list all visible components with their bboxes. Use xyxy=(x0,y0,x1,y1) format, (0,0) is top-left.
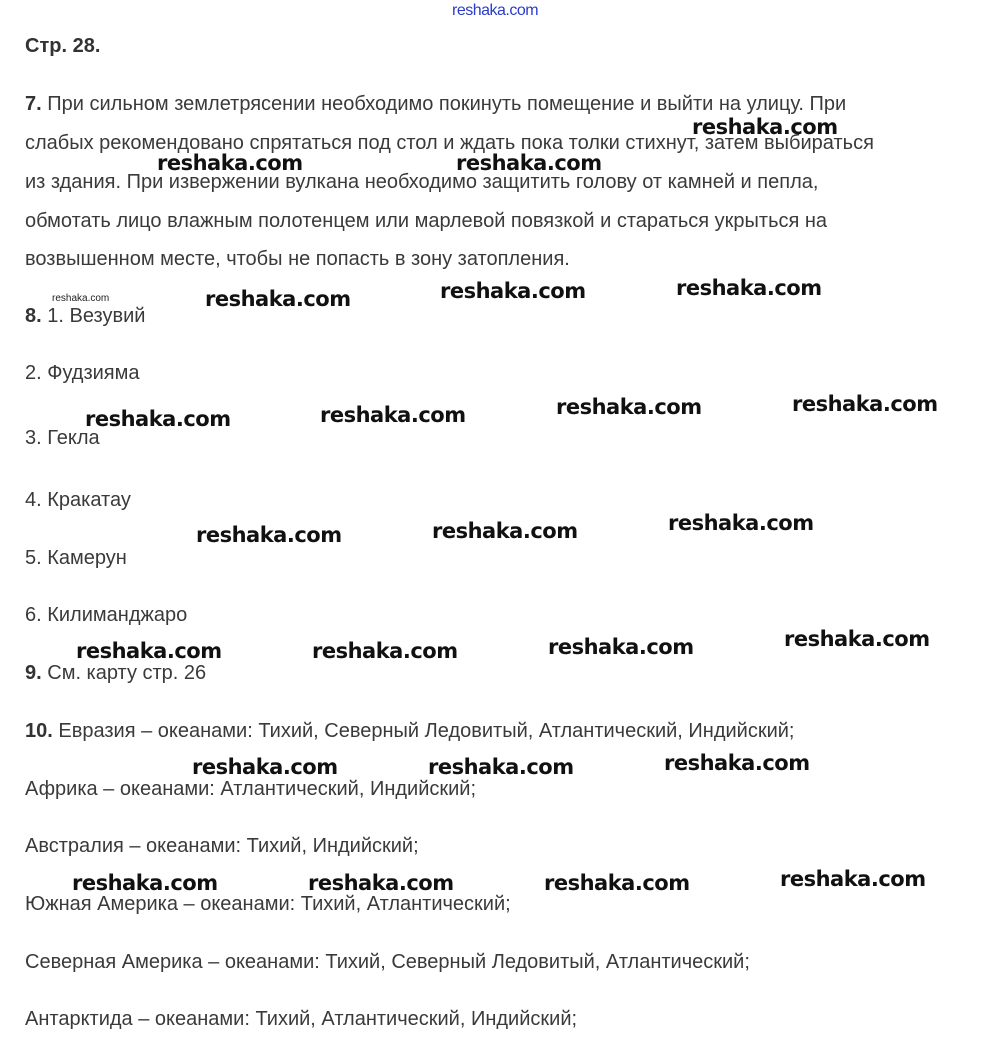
q10-item: Африка – океанами: Атлантический, Индийский; xyxy=(25,778,477,800)
q7-line: слабых рекомендовано спрятаться под стол и ждать пока толки стихнут, затем выбираться xyxy=(25,132,874,154)
q7-text: При сильном землетрясении необходимо покинуть помещение и выйти на улицу. При xyxy=(47,93,847,115)
watermark: reshaka.com xyxy=(792,392,938,416)
q7-line: обмотать лицо влажным полотенцем или марлевой повязкой и стараться укрыться на xyxy=(25,210,828,232)
watermark: reshaka.com xyxy=(72,871,218,895)
watermark: reshaka.com xyxy=(320,403,466,427)
q7-line: возвышенном месте, чтобы не попасть в зону затопления. xyxy=(25,248,570,270)
watermark: reshaka.com xyxy=(432,519,578,543)
watermark: reshaka.com xyxy=(692,115,838,139)
watermark-small: reshaka.com xyxy=(52,293,110,304)
q10-item: Южная Америка – океанами: Тихий, Атлантический; xyxy=(25,893,511,915)
watermark: reshaka.com xyxy=(676,276,822,300)
watermark: reshaka.com xyxy=(196,523,342,547)
q8-item-text: 1. Везувий xyxy=(47,305,146,327)
page-heading: Стр. 28. xyxy=(25,35,101,57)
q8-item: 3. Гекла xyxy=(25,427,100,449)
q8-number: 8. xyxy=(25,305,42,327)
q9-text: См. карту стр. 26 xyxy=(47,662,207,684)
watermark: reshaka.com xyxy=(780,867,926,891)
watermark: reshaka.com xyxy=(157,151,303,175)
watermark: reshaka.com xyxy=(784,627,930,651)
q7-number: 7. xyxy=(25,93,42,115)
watermark: reshaka.com xyxy=(312,639,458,663)
q10-number: 10. xyxy=(25,720,53,742)
q8-item: 5. Камерун xyxy=(25,547,127,569)
q10-item: Северная Америка – океанами: Тихий, Северный Ледовитый, Атлантический; xyxy=(25,951,750,973)
q10-item xyxy=(25,719,795,743)
watermark: reshaka.com xyxy=(308,871,454,895)
watermark: reshaka.com xyxy=(85,407,231,431)
watermark: reshaka.com xyxy=(544,871,690,895)
watermark: reshaka.com xyxy=(192,755,338,779)
q10-item: Антарктида – океанами: Тихий, Атлантический, Индийский; xyxy=(25,1008,578,1030)
q9-line xyxy=(25,661,206,685)
watermark: reshaka.com xyxy=(440,279,586,303)
watermark: reshaka.com xyxy=(456,151,602,175)
q7-line: из здания. При извержении вулкана необходимо защитить голову от камней и пепла, xyxy=(25,171,819,193)
q8-item: 4. Кракатау xyxy=(25,489,131,511)
watermark: reshaka.com xyxy=(556,395,702,419)
watermark: reshaka.com xyxy=(76,639,222,663)
watermark: reshaka.com xyxy=(548,635,694,659)
watermark: reshaka.com xyxy=(205,287,351,311)
q10-item-text: Евразия – океанами: Тихий, Северный Ледовитый, Атлантический, Индийский; xyxy=(58,720,795,742)
q8-item xyxy=(25,304,145,328)
watermark: reshaka.com xyxy=(664,751,810,775)
q7-line xyxy=(25,92,846,116)
q9-number: 9. xyxy=(25,662,42,684)
watermark-top: reshaka.com xyxy=(452,2,539,19)
q10-item: Австралия – океанами: Тихий, Индийский; xyxy=(25,835,419,857)
watermark: reshaka.com xyxy=(668,511,814,535)
watermark: reshaka.com xyxy=(428,755,574,779)
q8-item: 6. Килиманджаро xyxy=(25,604,188,626)
q8-item: 2. Фудзияма xyxy=(25,362,140,384)
